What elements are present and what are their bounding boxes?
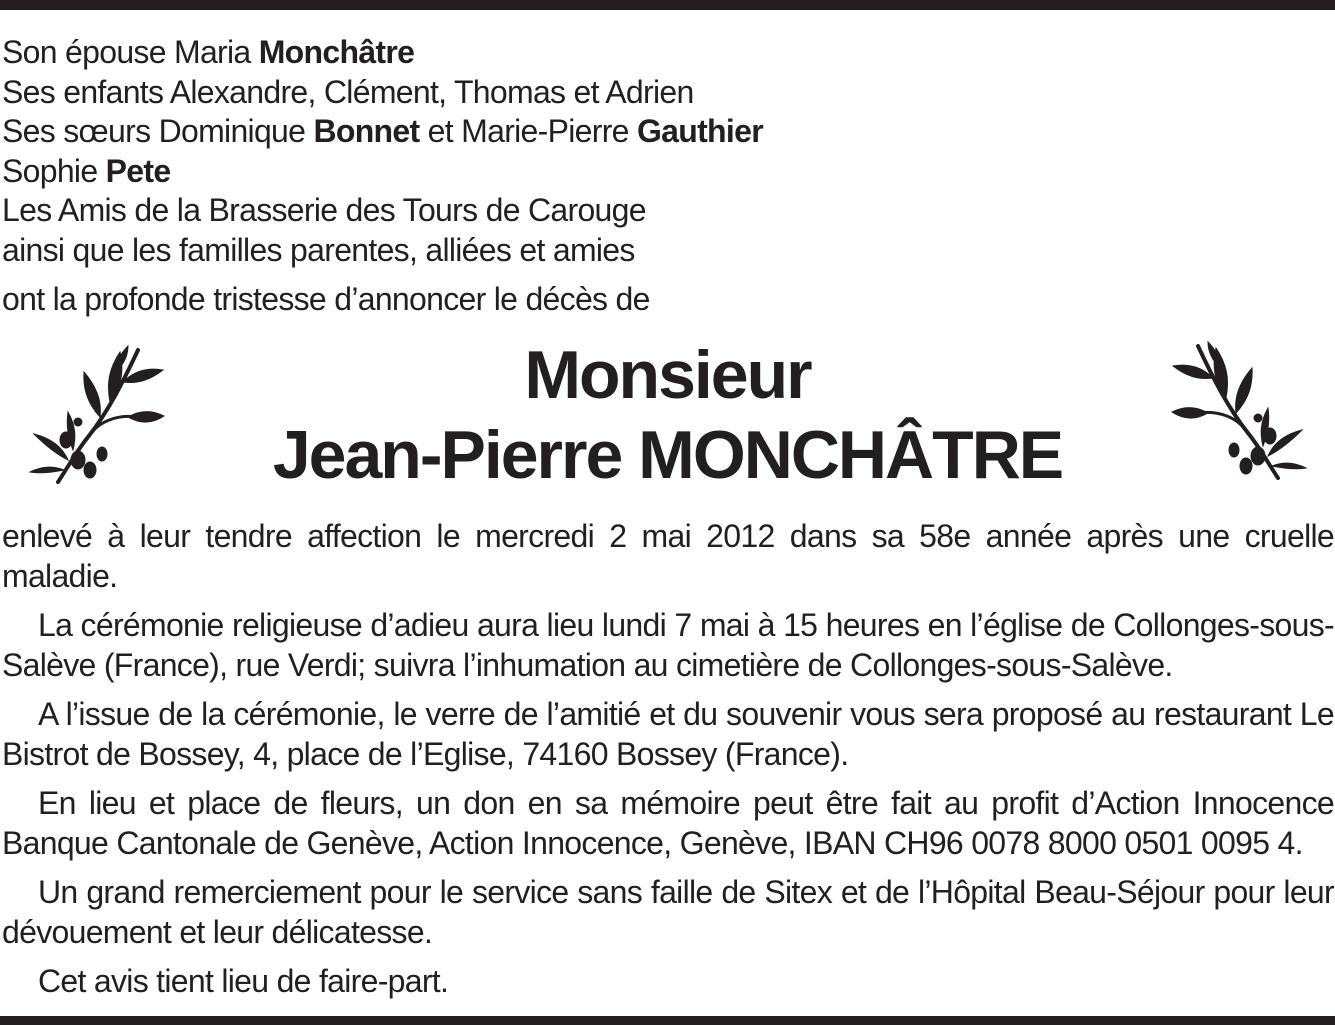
paragraph-donation: En lieu et place de fleurs, un don en sa mémoire peut être fait au profit d’Action Innocence Banque Cantonale de Genève, Action Innocence, Genève, IBAN CH96 0078 8000 0501 0095 4.	[2, 785, 1334, 861]
intro-line-children: Ses enfants Alexandre, Clément, Thomas et Adrien	[2, 73, 694, 110]
intro-text: Sophie	[2, 152, 106, 189]
intro-line-sophie	[2, 152, 1102, 192]
surname-bold: Gauthier	[636, 113, 763, 149]
paragraph-ceremony: La cérémonie religieuse d’adieu aura lieu lundi 7 mai à 15 heures en l’église de Collonges-sous-Salève (France), rue Verdi; suivra l’inhumation au cimetière de Collonges-sous-Salève.	[2, 607, 1334, 683]
intro-text: Ses sœurs Dominique	[2, 113, 314, 149]
paragraph-notice: Cet avis tient lieu de faire-part.	[38, 963, 449, 999]
intro-text: et Marie-Pierre	[419, 113, 637, 149]
intro-line-announcement: ont la profonde tristesse d’annoncer le décès de	[2, 281, 650, 317]
paragraph-death-notice: enlevé à leur tendre affection le mercredi 2 mai 2012 dans sa 58e année après une cruelle maladie.	[2, 518, 1334, 594]
family-announcement	[2, 33, 1102, 320]
intro-line-families: ainsi que les familles parentes, alliées et amies	[2, 231, 635, 268]
top-rule	[0, 0, 1335, 10]
deceased-name: Jean-Pierre MONCHÂTRE	[272, 417, 1063, 493]
honorific: Monsieur	[524, 337, 811, 413]
paragraph-reception: A l’issue de la cérémonie, le verre de l’amitié et du souvenir vous sera proposé au restaurant Le Bistrot de Bossey, 4, place de l’Eglise, 74160 Bossey (France).	[2, 696, 1334, 772]
paragraph-thanks: Un grand remerciement pour le service sans faille de Sitex et de l’Hôpital Beau-Séjour pour leur dévouement et leur délicatesse.	[2, 874, 1334, 950]
intro-text: Son épouse Maria	[2, 34, 259, 70]
surname-bold: Pete	[105, 152, 171, 189]
surname-bold: Monchâtre	[258, 34, 415, 70]
obituary-body	[2, 517, 1334, 1002]
deceased-title	[0, 335, 1335, 495]
intro-line-sisters	[2, 112, 1102, 152]
bottom-rule	[0, 1016, 1335, 1025]
surname-bold: Bonnet	[313, 113, 420, 149]
intro-line-spouse	[2, 33, 1102, 73]
intro-line-friends: Les Amis de la Brasserie des Tours de Carouge	[2, 192, 646, 228]
